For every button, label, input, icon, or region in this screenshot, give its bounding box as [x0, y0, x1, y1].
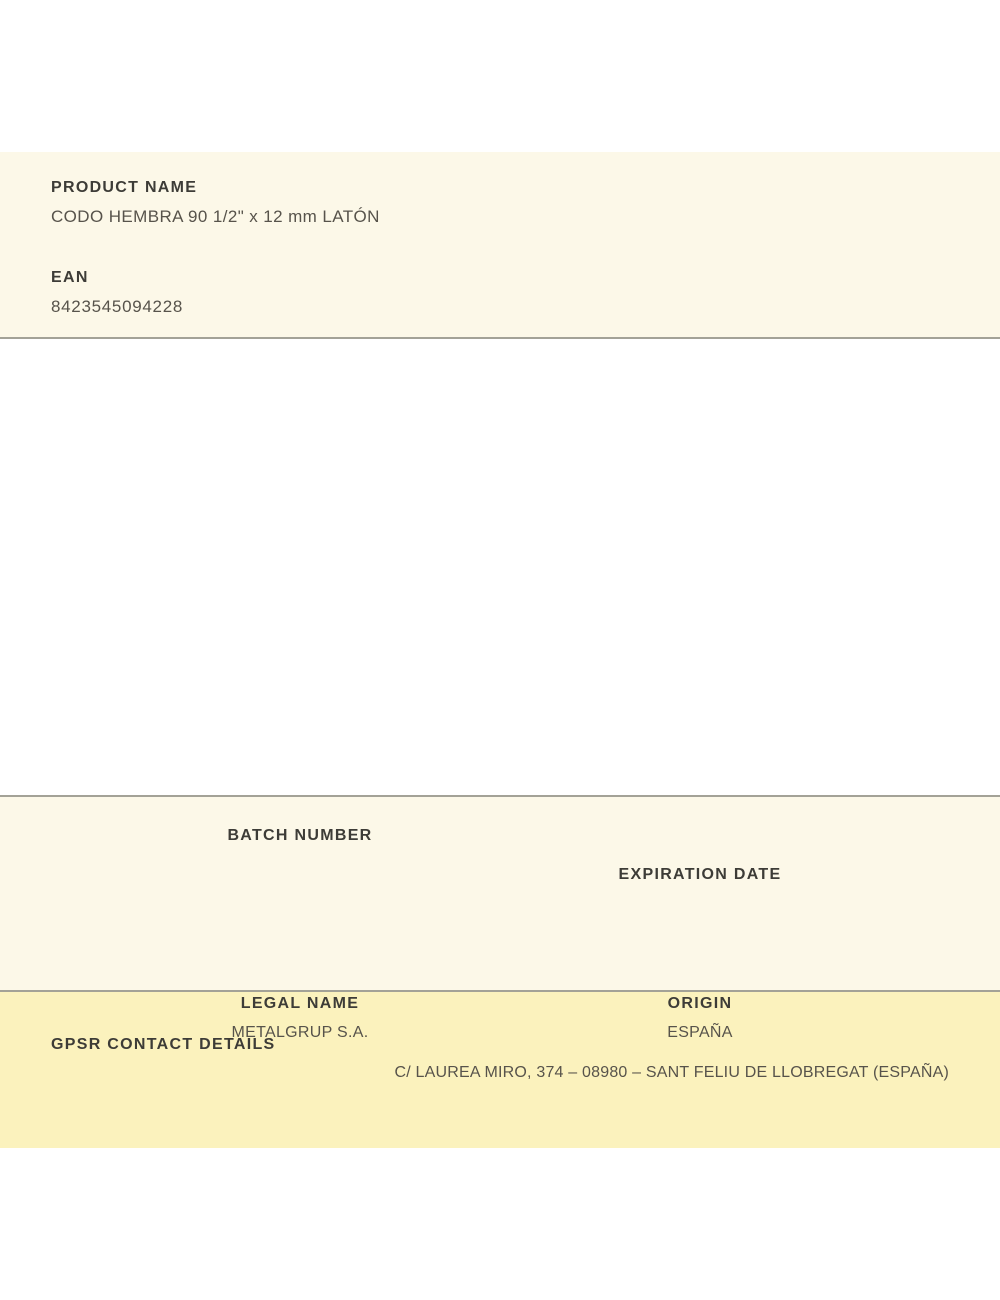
expiration-date-field — [500, 865, 900, 909]
ean-label: EAN — [51, 269, 89, 286]
gpsr-contact-heading: GPSR CONTACT DETAILS — [51, 1036, 276, 1053]
legal-name-value: METALGRUP S.A. — [231, 1024, 369, 1041]
gpsr-contact-address: C/ LAUREA MIRO, 374 – 08980 – SANT FELIU DE LLOBREGAT (ESPAÑA) — [394, 1064, 949, 1081]
expiration-date-label: EXPIRATION DATE — [618, 866, 782, 883]
origin-label: ORIGIN — [667, 995, 733, 1012]
legal-name-label: LEGAL NAME — [240, 995, 360, 1012]
batch-number-label: BATCH NUMBER — [227, 827, 373, 844]
ean-field — [51, 267, 949, 318]
expiration-date-value — [500, 893, 900, 909]
details-grid — [100, 826, 900, 1044]
origin-value: ESPAÑA — [667, 1024, 733, 1041]
origin-field — [500, 994, 900, 1044]
top-whitespace — [0, 0, 1000, 152]
product-name-label: PRODUCT NAME — [51, 179, 198, 196]
middle-whitespace — [0, 339, 1000, 795]
product-name-value: CODO HEMBRA 90 1/2" x 12 mm LATÓN — [51, 207, 380, 226]
ean-value: 8423545094228 — [51, 297, 184, 316]
batch-number-value — [100, 854, 500, 870]
batch-number-field — [100, 826, 500, 909]
product-info-section — [0, 152, 1000, 339]
traceability-section — [0, 795, 1000, 1041]
product-name-field — [51, 177, 949, 228]
